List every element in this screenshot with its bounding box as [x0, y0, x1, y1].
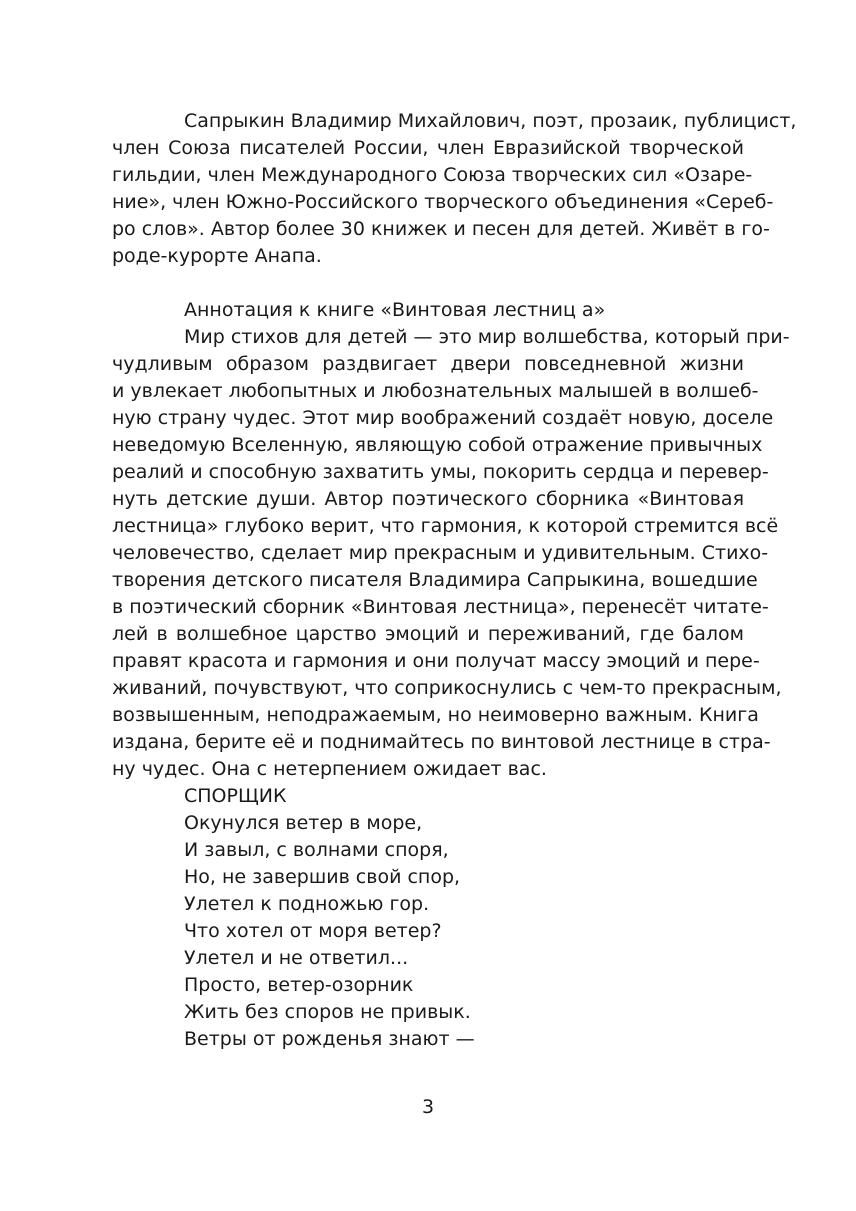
annotation-line: лей в волшебное царство эмоций и переживаний, где балом [112, 623, 744, 645]
poem-line: Улетел и не ответил... [184, 947, 409, 969]
poem-line: Окунулся ветер в море, [184, 812, 423, 834]
annotation-line: Мир стихов для детей — это мир волшебства, который при- [184, 326, 790, 348]
poem-line: Но, не завершив свой спор, [184, 866, 461, 888]
annotation-line: ную страну чудес. Этот мир воображений создаёт новую, доселе [112, 407, 774, 429]
bio-line: ро слов». Автор более 30 книжек и песен для детей. Живёт в го- [112, 218, 770, 240]
annotation-line: в поэтический сборник «Винтовая лестница», перенесёт читате- [112, 596, 769, 618]
page-content [112, 108, 797, 1053]
annotation-line: живаний, почувствуют, что соприкоснулись с чем-то прекрасным, [112, 677, 782, 699]
annotation-line: нуть детские души. Автор поэтического сборника «Винтовая [112, 488, 744, 510]
annotation-line: реалий и способную захватить умы, покорить сердца и перевер- [112, 461, 769, 483]
poem-line: Жить без споров не привык. [184, 1001, 471, 1023]
annotation-line: издана, берите её и поднимайтесь по винтовой лестнице в стра- [112, 731, 771, 753]
page-number: 3 [421, 1096, 435, 1118]
annotation-line: правят красота и гармония и они получат массу эмоций и пере- [112, 650, 760, 672]
annotation-line: человечество, сделает мир прекрасным и удивительным. Стихо- [112, 542, 769, 564]
bio-line: Сапрыкин Владимир Михайлович, поэт, прозаик, публицист, [184, 110, 797, 132]
paragraph-gap [112, 270, 744, 297]
annotation-line: возвышенным, неподражаемым, но неимоверно важным. Книга [112, 704, 759, 726]
bio-line: гильдии, член Международного Союза творческих сил «Озаре- [112, 164, 753, 186]
annotation-line: и увлекает любопытных и любознательных малышей в волшеб- [112, 380, 759, 402]
author-bio [112, 108, 797, 270]
annotation-line: неведомую Вселенную, являющую собой отражение привычных [112, 434, 763, 456]
poem-title: СПОРЩИК [184, 785, 287, 807]
annotation-line: лестница» глубоко верит, что гармония, к которой стремится всё [112, 515, 779, 537]
annotation-line: творения детского писателя Владимира Сапрыкина, вошедшие [112, 569, 758, 591]
bio-line: ние», член Южно-Российского творческого объединения «Сереб- [112, 191, 774, 213]
poem-line: Ветры от рожденья знают — [184, 1028, 475, 1050]
bio-line: роде-курорте Анапа. [112, 245, 322, 267]
annotation-title: Аннотация к книге «Винтовая лестниц а» [184, 299, 606, 321]
annotation-line: чудливым образом раздвигает двери повседневной жизни [112, 353, 744, 375]
annotation-line: ну чудес. Она с нетерпением ожидает вас. [112, 758, 547, 780]
annotation-text [112, 324, 790, 783]
poem-line: Просто, ветер-озорник [184, 974, 414, 996]
poem-line: И завыл, с волнами споря, [184, 839, 449, 861]
poem-line: Что хотел от моря ветер? [184, 920, 442, 942]
bio-line: член Союза писателей России, член Евразийской творческой [112, 137, 744, 159]
poem [112, 810, 744, 1053]
poem-line: Улетел к подножью гор. [184, 893, 430, 915]
